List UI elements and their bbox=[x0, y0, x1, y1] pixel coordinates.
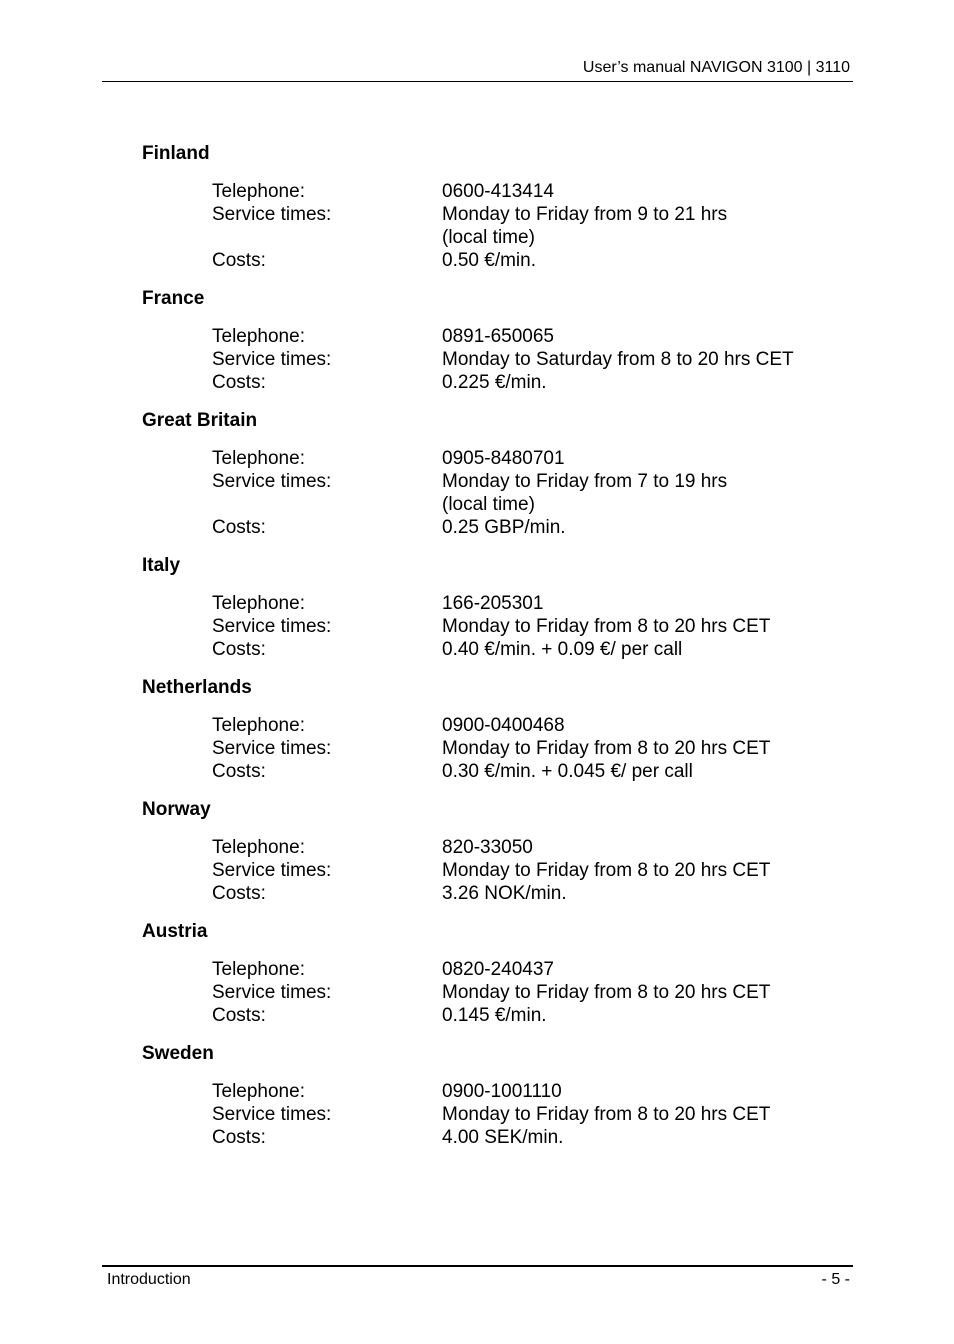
country-heading: Great Britain bbox=[142, 410, 258, 431]
service-times-value: Monday to Friday from 8 to 20 hrs CET bbox=[442, 738, 771, 759]
telephone-value: 0891-650065 bbox=[442, 326, 554, 347]
costs-row bbox=[212, 249, 842, 272]
costs-row bbox=[212, 1126, 842, 1149]
telephone-label: Telephone: bbox=[212, 715, 305, 736]
service-times-label: Service times: bbox=[212, 349, 332, 370]
country-heading: Norway bbox=[142, 799, 211, 820]
service-times-label: Service times: bbox=[212, 982, 332, 1003]
service-times-value: Monday to Friday from 8 to 20 hrs CET bbox=[442, 616, 771, 637]
contact-details bbox=[212, 958, 842, 1027]
service-times-row bbox=[212, 981, 842, 1004]
support-contacts bbox=[142, 142, 842, 1164]
service-times-value: Monday to Friday from 8 to 20 hrs CET bbox=[442, 860, 771, 881]
telephone-label: Telephone: bbox=[212, 1081, 305, 1102]
service-times-value: Monday to Saturday from 8 to 20 hrs CET bbox=[442, 349, 794, 370]
costs-label: Costs: bbox=[212, 761, 266, 782]
costs-row bbox=[212, 1004, 842, 1027]
country-section-great-britain bbox=[142, 409, 842, 539]
costs-row bbox=[212, 882, 842, 905]
telephone-value: 0820-240437 bbox=[442, 959, 554, 980]
costs-label: Costs: bbox=[212, 1005, 266, 1026]
country-section-netherlands bbox=[142, 676, 842, 783]
footer-section-title: Introduction bbox=[107, 1271, 191, 1288]
country-section-italy bbox=[142, 554, 842, 661]
country-heading: Austria bbox=[142, 921, 208, 942]
costs-label: Costs: bbox=[212, 1127, 266, 1148]
service-times-row bbox=[212, 1103, 842, 1126]
contact-details bbox=[212, 836, 842, 905]
costs-value: 0.25 GBP/min. bbox=[442, 517, 566, 538]
telephone-label: Telephone: bbox=[212, 593, 305, 614]
telephone-row bbox=[212, 180, 842, 203]
contact-details bbox=[212, 180, 842, 272]
service-times-row bbox=[212, 348, 842, 371]
costs-value: 0.145 €/min. bbox=[442, 1005, 547, 1026]
country-section-norway bbox=[142, 798, 842, 905]
country-heading: Finland bbox=[142, 143, 210, 164]
costs-row bbox=[212, 516, 842, 539]
telephone-label: Telephone: bbox=[212, 959, 305, 980]
telephone-row bbox=[212, 714, 842, 737]
costs-label: Costs: bbox=[212, 517, 266, 538]
service-times-label: Service times: bbox=[212, 616, 332, 637]
telephone-value: 0905-8480701 bbox=[442, 448, 565, 469]
telephone-value: 0600-413414 bbox=[442, 181, 554, 202]
contact-details bbox=[212, 1080, 842, 1149]
page-number: - 5 - bbox=[821, 1271, 850, 1288]
country-section-france bbox=[142, 287, 842, 394]
telephone-value: 0900-1001110 bbox=[442, 1081, 562, 1102]
country-section-austria bbox=[142, 920, 842, 1027]
service-times-value: Monday to Friday from 8 to 20 hrs CET bbox=[442, 982, 771, 1003]
costs-label: Costs: bbox=[212, 372, 266, 393]
telephone-row bbox=[212, 836, 842, 859]
telephone-value: 0900-0400468 bbox=[442, 715, 565, 736]
contact-details bbox=[212, 447, 842, 539]
country-section-finland bbox=[142, 142, 842, 272]
costs-value: 3.26 NOK/min. bbox=[442, 883, 567, 904]
service-times-row bbox=[212, 203, 842, 249]
page-footer bbox=[102, 1265, 853, 1295]
telephone-label: Telephone: bbox=[212, 837, 305, 858]
service-times-row bbox=[212, 470, 842, 516]
service-times-label: Service times: bbox=[212, 860, 332, 881]
country-heading: Italy bbox=[142, 555, 181, 576]
telephone-row bbox=[212, 958, 842, 981]
costs-label: Costs: bbox=[212, 883, 266, 904]
page-header bbox=[102, 56, 853, 82]
telephone-row bbox=[212, 325, 842, 348]
service-times-label: Service times: bbox=[212, 204, 332, 225]
service-times-value: Monday to Friday from 7 to 19 hrs (local time) bbox=[442, 471, 728, 515]
telephone-value: 166-205301 bbox=[442, 593, 544, 614]
costs-row bbox=[212, 638, 842, 661]
country-heading: France bbox=[142, 288, 205, 309]
costs-value: 0.225 €/min. bbox=[442, 372, 547, 393]
country-heading: Netherlands bbox=[142, 677, 252, 698]
country-heading: Sweden bbox=[142, 1043, 214, 1064]
contact-details bbox=[212, 592, 842, 661]
contact-details bbox=[212, 714, 842, 783]
telephone-label: Telephone: bbox=[212, 181, 305, 202]
costs-row bbox=[212, 760, 842, 783]
service-times-label: Service times: bbox=[212, 1104, 332, 1125]
costs-value: 0.30 €/min. + 0.045 €/ per call bbox=[442, 761, 693, 782]
telephone-label: Telephone: bbox=[212, 448, 305, 469]
header-title: User’s manual NAVIGON 3100 | 3110 bbox=[582, 59, 850, 76]
telephone-row bbox=[212, 1080, 842, 1103]
service-times-value: Monday to Friday from 8 to 20 hrs CET bbox=[442, 1104, 771, 1125]
costs-row bbox=[212, 371, 842, 394]
costs-label: Costs: bbox=[212, 250, 266, 271]
contact-details bbox=[212, 325, 842, 394]
telephone-row bbox=[212, 447, 842, 470]
service-times-label: Service times: bbox=[212, 471, 332, 492]
telephone-row bbox=[212, 592, 842, 615]
service-times-row bbox=[212, 859, 842, 882]
costs-value: 4.00 SEK/min. bbox=[442, 1127, 564, 1148]
country-section-sweden bbox=[142, 1042, 842, 1149]
telephone-value: 820-33050 bbox=[442, 837, 533, 858]
costs-label: Costs: bbox=[212, 639, 266, 660]
costs-value: 0.50 €/min. bbox=[442, 250, 536, 271]
service-times-row bbox=[212, 737, 842, 760]
service-times-row bbox=[212, 615, 842, 638]
service-times-value: Monday to Friday from 9 to 21 hrs (local time) bbox=[442, 204, 728, 248]
costs-value: 0.40 €/min. + 0.09 €/ per call bbox=[442, 639, 683, 660]
telephone-label: Telephone: bbox=[212, 326, 305, 347]
service-times-label: Service times: bbox=[212, 738, 332, 759]
